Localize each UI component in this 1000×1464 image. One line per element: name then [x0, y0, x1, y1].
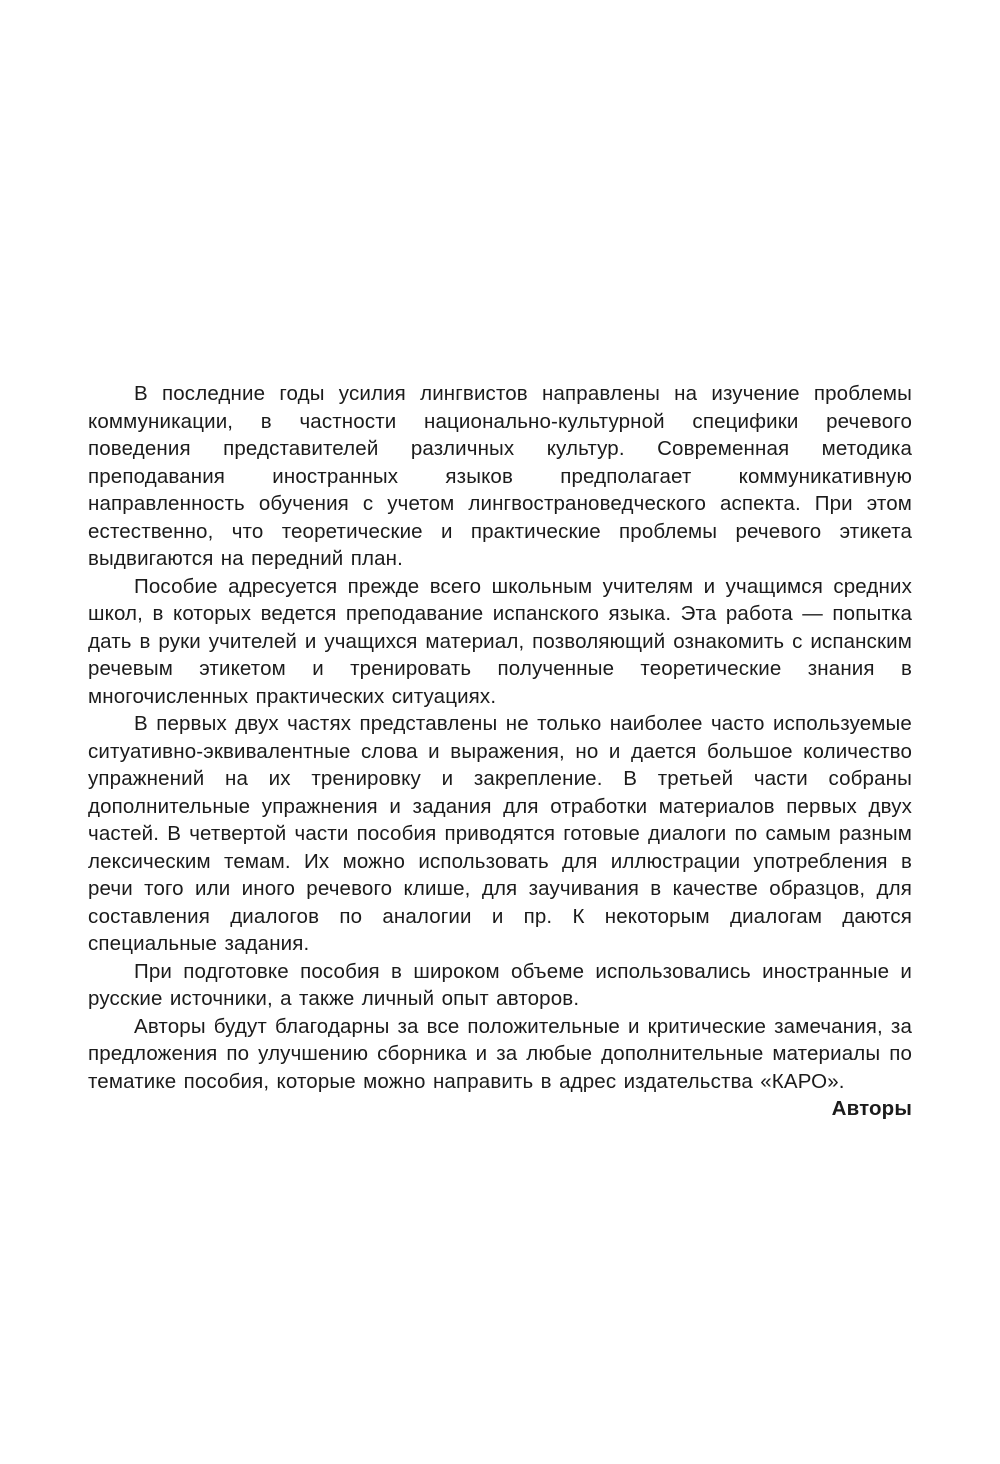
- paragraph-4: При подготовке пособия в широком объеме использовались иностранные и русские источники, а также личный опыт авторов.: [88, 959, 912, 1010]
- preface-text-block: [88, 380, 912, 1123]
- paragraph-5: Авторы будут благодарны за все положительные и критические замечания, за предложения по улучшению сборника и за любые дополнительные материалы по тематике пособия, которые можно направить в адрес издательства «КАРО».: [88, 1014, 912, 1093]
- author-signature: Авторы: [831, 1097, 912, 1120]
- paragraph-1: В последние годы усилия лингвистов направлены на изучение проблемы коммуникации, в частности национально-культурной специфики речевого поведения представителей различных культур. Современная методика преподавания иностранных языков предполагает коммуникативную направленность обучения с учетом лингвострановедческого аспекта. При этом естественно, что теоретические и практические проблемы речевого этикета выдвигаются на передний план.: [88, 382, 912, 570]
- paragraph-3: В первых двух частях представлены не только наиболее часто используемые ситуативно-эквивалентные слова и выражения, но и дается большое количество упражнений на их тренировку и закрепление. В третьей части собраны дополнительные упражнения и задания для отработки материалов первых двух частей. В четвертой части пособия приводятся готовые диалоги по самым разным лексическим темам. Их можно использовать для иллюстрации употребления в речи того или иного речевого клише, для заучивания в качестве образцов, для составления диалогов по аналогии и пр. К некоторым диалогам даются специальные задания.: [88, 712, 912, 955]
- paragraph-2: Пособие адресуется прежде всего школьным учителям и учащимся средних школ, в которых ведется преподавание испанского языка. Эта работа — попытка дать в руки учителей и учащихся материал, позволяющий ознакомить с испанским речевым этикетом и тренировать полученные теоретические знания в многочисленных практических ситуациях.: [88, 574, 912, 708]
